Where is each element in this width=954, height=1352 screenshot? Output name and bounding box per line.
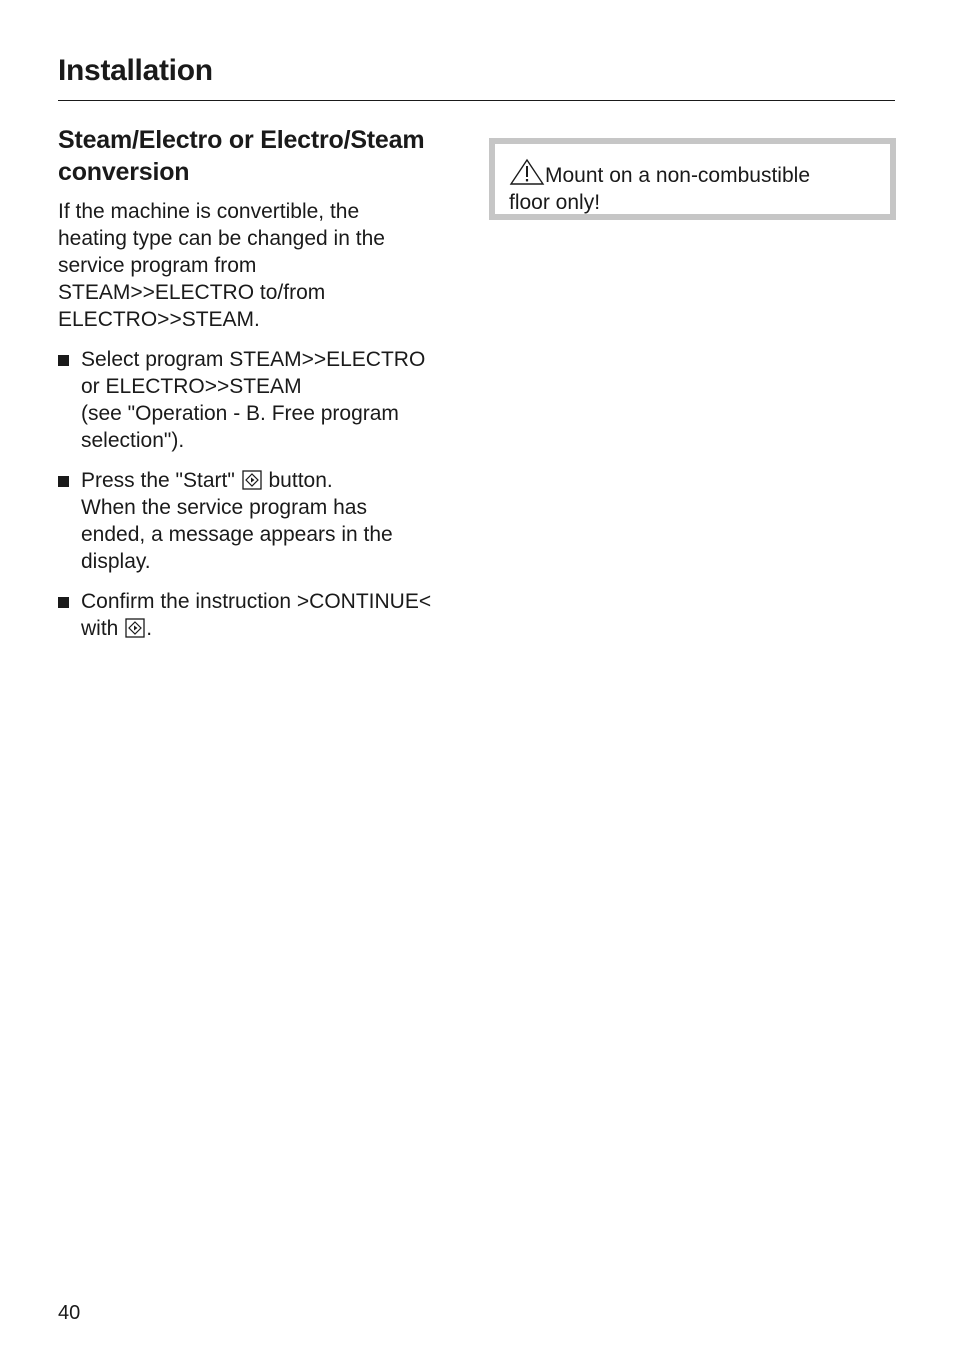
section-title: Steam/Electro or Electro/Steam conversion (58, 126, 425, 186)
step-line (81, 615, 468, 642)
step-line: or ELECTRO>>STEAM (81, 375, 302, 398)
step-item (58, 346, 468, 454)
intro-line: STEAM>>ELECTRO to/from (58, 281, 326, 304)
page-title: Installation (58, 54, 213, 87)
start-button-icon (125, 618, 145, 638)
step-line: (see "Operation - B. Free program (81, 402, 399, 425)
intro-line: If the machine is convertible, the (58, 200, 360, 223)
step-text: . (146, 617, 153, 640)
warning-line: floor only! (509, 191, 601, 214)
step-text: Press the "Start" (81, 469, 235, 492)
start-button-icon (242, 470, 262, 490)
warning-line (509, 158, 876, 189)
step-line: display. (81, 550, 151, 573)
step-line: Select program STEAM>>ELECTRO (81, 348, 426, 371)
step-line: When the service program has (81, 496, 367, 519)
intro-paragraph (58, 198, 468, 333)
warning-text: Mount on a non-combustible (545, 164, 810, 187)
bullet-square-icon (58, 597, 69, 608)
page-number: 40 (58, 1302, 81, 1324)
intro-line: ELECTRO>>STEAM. (58, 308, 260, 331)
step-line: selection"). (81, 429, 185, 452)
step-line (81, 467, 468, 494)
step-text: with (81, 617, 119, 640)
intro-line: heating type can be changed in the (58, 227, 385, 250)
steps-list (58, 346, 468, 642)
step-line: ended, a message appears in the (81, 523, 393, 546)
bullet-square-icon (58, 476, 69, 487)
heading-divider (58, 100, 895, 101)
content-column (58, 124, 468, 655)
step-text: button. (268, 469, 333, 492)
warning-triangle-icon (509, 158, 545, 186)
step-item (58, 588, 468, 642)
step-line: Confirm the instruction >CONTINUE< (81, 590, 432, 613)
warning-box (489, 138, 896, 220)
step-item (58, 467, 468, 575)
intro-line: service program from (58, 254, 257, 277)
bullet-square-icon (58, 355, 69, 366)
